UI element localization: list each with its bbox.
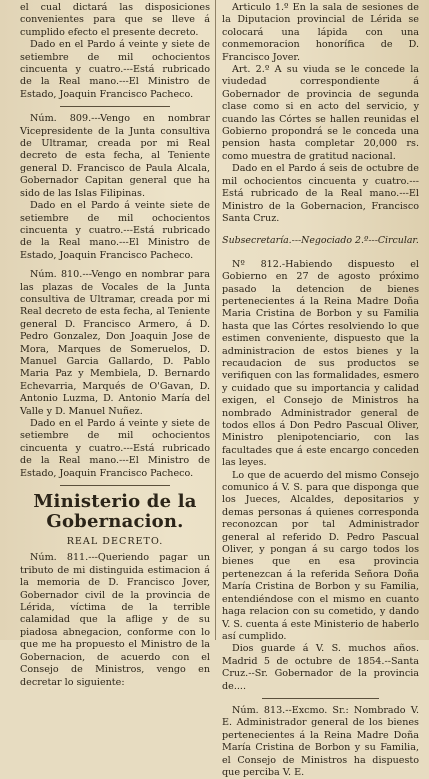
separator-rule [60,106,170,107]
right-column [222,2,419,778]
paragraph: Nº 812.-Habiendo dispuesto el Gobierno en 27 de agosto próximo pasado la detencion de bienes pertenecientes á la Reina Madre Doña Maria Cristina de Borbon y su Familia hasta que las Córtes resolviendo lo que estimen conveniente, dispuesto que la administracion de estos bienes y la recaudacion de sus productos se verifiquen con las formalidades, esmero y cuidado que su importancia y calidad exigen, el Consejo de Ministros ha nombrado Administrador general de todos ellos á Don Pedro Pascual Oliver, Ministro plenipotenciario, con las facultades que á este encargo conceden las leyes. [222,258,419,469]
paragraph: Dios guarde á V. S. muchos años. Madrid 5 de octubre de 1854.--Santa Cruz.--Sr. Gobernador de la provincia de.... [222,643,419,692]
section-title: Ministerio de la Gobernacion. [33,491,197,533]
paragraph: Articulo 1.º En la sala de sesiones de la Diputacion provincial de Lérida se colocará una lápida con una conmemoracion honorífica de D. Francisco Jover. [222,2,419,63]
paragraph: Dado en el Pardo á seis de octubre de mil ochocientos cincuenta y cuatro.---Está rubricado de la Real mano.---El Ministro de la Gobernacion, Francisco Santa Cruz. [222,163,419,224]
paragraph: Lo que de acuerdo del mismo Consejo comunico á V. S. para que disponga que los Jueces, Alcaldes, depositarios y demas personas á quienes corresponda reconozcan por tal Administrador general al referido D. Pedro Pascual Oliver, y pongan á su cargo todos los bienes que en esa provincia pertenezcan á la referida Señora Doña María Cristina de Borbon y su Familia, entendiéndose con el mismo en cuanto haga relacion con su cometido, y dando V. S. cuenta á este Ministerio de haberlo así cumplido. [222,469,419,642]
paragraph: Dado en el Pardo á veinte y siete de setiembre de mil ochocientos cincuenta y cuatro.---Está rubricado de la Real mano.---El Ministro de Estado, Joaquin Francisco Pacheco. [20,39,210,100]
column-divider [215,0,216,640]
paragraph: Núm. 811.---Queriendo pagar un tributo de mi distinguida estimacion á la memoria de D. Francisco Jover, Gobernador civil de la provincia de Lérida, víctima de la terrible calamidad que la aflige y de su piadosa abnegacion, conforme con lo que me ha propuesto el Ministro de la Gobernacion, de acuerdo con el Consejo de Ministros, vengo en decretar lo siguiente: [20,552,210,688]
paragraph: Núm. 810.---Vengo en nombrar para las plazas de Vocales de la Junta consultiva de Ultramar, creada por mi Real decreto de esta fecha, al Teniente general D. Francisco Armero, á D. Pedro Gonzalez, Don Joaquin Jose de Mora, Marques de Someruelos, D. Manuel Garcia Gallardo, D. Pablo Maria Paz y Membiela, D. Bernardo Echevarria, Marqués de O'Gavan, D. Antonio Luzma, D. Antonio María del Valle y D. Manuel Nuñez. [20,269,210,417]
decree-subhead: REAL DECRETO. [66,536,164,548]
separator-rule [262,698,379,699]
circular-subhead: Subsecretaría.---Negociado 2.º---Circular. [222,235,419,247]
paragraph: Núm. 813.--Excmo. Sr.: Nombrado V. E. Administrador general de los bienes pertenecientes á la Reina Madre Doña María Cristina de Borbon y su Familia, el Consejo de Ministros ha dispuesto que perciba V. E. [222,704,419,778]
paragraph: Núm. 809.---Vengo en nombrar Vicepresidente de la Junta consultiva de Ultramar, creada por mi Real decreto de esta fecha, al Teniente general D. Francisco de Paula Alcala, Gobernador Capitan general que ha sido de las Islas Filipinas. [20,113,210,199]
left-column [20,2,210,688]
paragraph: Dado en el Pardo á veinte siete de setiembre de mil ochocientos cincuenta y cuatro.---Está rubricado de la Real mano.---El Ministro de Estado, Joaquin Francisco Pacheco. [20,200,210,261]
paragraph: Dado en el Pardo á veinte y siete de setiembre de mil ochocientos cincuenta y cuatro.---Está rubricado de la Real mano.---El Ministro de Estado, Joaquin Francisco Pacheco. [20,418,210,479]
separator-rule [60,485,170,486]
paragraph: el cual dictará las disposiciones convenientes para que se lleve á cumplido efecto el presente decreto. [20,2,210,38]
paragraph: Art. 2.º A su viuda se le concede la viudedad correspondiente á Gobernador de provincia de segunda clase como si en acto del servicio, y cuando las Córtes se hallen reunidas el Gobierno propondrá se le conceda una pension hasta completar 20,000 rs. como muestra de gratitud nacional. [222,64,419,162]
